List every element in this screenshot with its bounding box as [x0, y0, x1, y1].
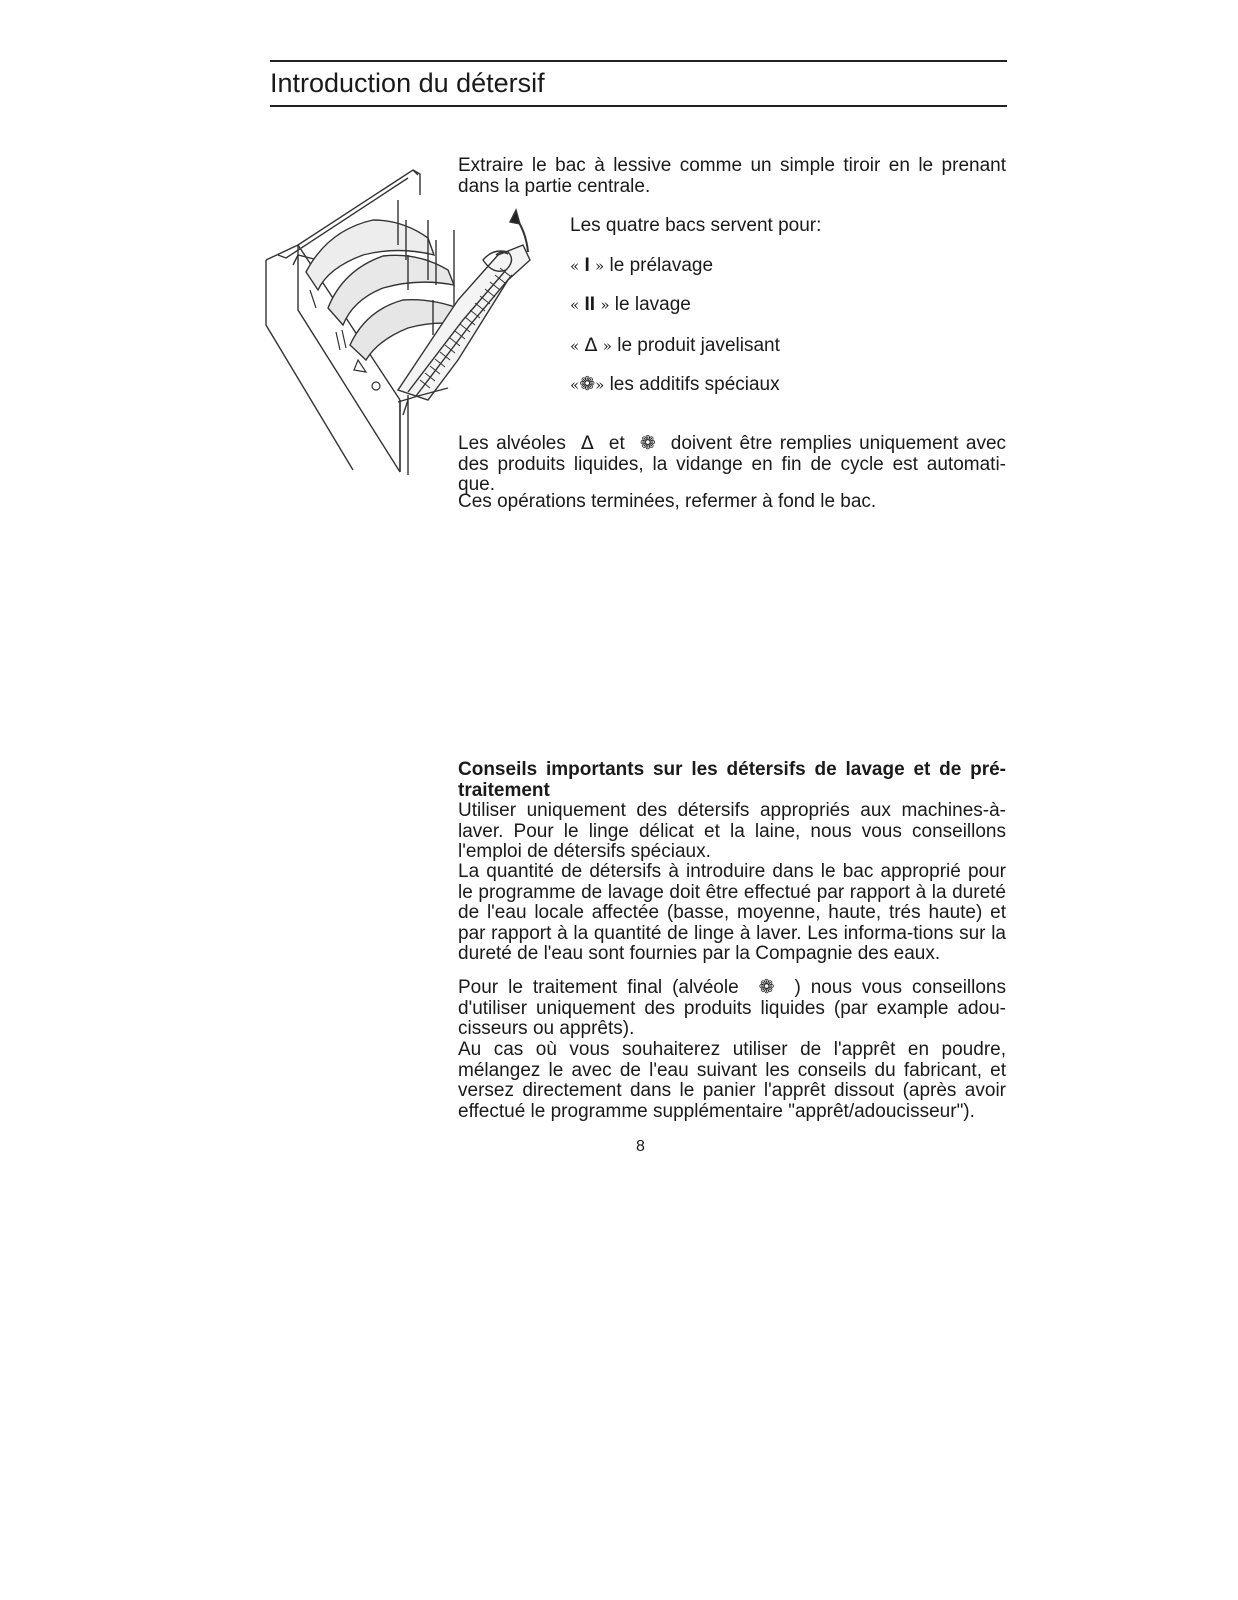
liquids-note [458, 433, 1006, 496]
compartment-item-prewash: « I » le prélavage [570, 255, 714, 276]
triangle-icon: Δ [584, 334, 598, 356]
liquids-note-end: doivent être remplies uniquement avec des produits liquides, la vidange en fin de cycle est automati-que. [458, 433, 1007, 495]
advice-p3-end: ) nous vous conseillons d'utiliser uniquement des produits liquides (par example adou-cisseurs ou apprêts). [458, 977, 1007, 1039]
compartment-mark: II [584, 294, 596, 315]
compartment-mark: I [584, 255, 590, 276]
compartment-label: le produit javelisant [617, 335, 780, 356]
compartments-heading: Les quatre bacs servent pour: [570, 215, 822, 236]
advice-paragraph-4: Au cas où vous souhaiterez utiliser de l'apprêt en poudre, mélangez le avec de l'eau suivant les conseils du fabricant, et versez directement dans le panier l'apprêt dissout (après avoir effectué le programme supplémentaire "apprêt/adoucisseur"). [458, 1039, 1006, 1122]
page-number: 8 [636, 1138, 645, 1155]
triangle-icon: Δ [580, 432, 594, 454]
intro-paragraph: Extraire le bac à lessive comme un simple tiroir en le prenant dans la partie centrale. [458, 155, 1006, 197]
header-bottom-rule [270, 105, 1007, 107]
compartment-item-additives: «❁» les additifs spéciaux [570, 373, 780, 395]
advice-paragraph-3 [458, 977, 1006, 1040]
flower-icon: ❁ [639, 432, 656, 454]
compartment-item-wash: « II » le lavage [570, 294, 691, 315]
header-top-rule [270, 60, 1007, 62]
advice-paragraph-1: Utiliser uniquement des détersifs appropriés aux machines-à-laver. Pour le linge délicat et la laine, nous vous conseillons l'emploi de détersifs spéciaux. [458, 800, 1006, 862]
advice-title: Conseils importants sur les détersifs de lavage et de pré-traitement [458, 759, 1006, 801]
liquids-note-start: Les alvéoles [458, 433, 566, 454]
flower-icon: ❁ [758, 976, 775, 998]
liquids-note-connector: et [608, 433, 625, 454]
compartment-label: le lavage [614, 294, 691, 315]
page-title: Introduction du détersif [270, 68, 545, 98]
advice-p3-start: Pour le traitement final (alvéole [458, 977, 739, 998]
advice-paragraph-2: La quantité de détersifs à introduire dans le bac approprié pour le programme de lavage doit être effectué par rapport à la dureté de l'eau locale affectée (basse, moyenne, haute, trés haute) et par rapport à la quantité de linge à laver. Les informa-tions sur la dureté de l'eau sont fournies par la Compagnie des eaux. [458, 861, 1006, 964]
compartment-label: le prélavage [609, 255, 714, 276]
closing-instruction: Ces opérations terminées, refermer à fond le bac. [458, 491, 877, 512]
compartment-label: les additifs spéciaux [609, 374, 780, 395]
detergent-drawer-illustration [258, 160, 568, 480]
compartment-item-bleach: « Δ » le produit javelisant [570, 334, 780, 356]
flower-icon: ❁ [579, 373, 596, 395]
